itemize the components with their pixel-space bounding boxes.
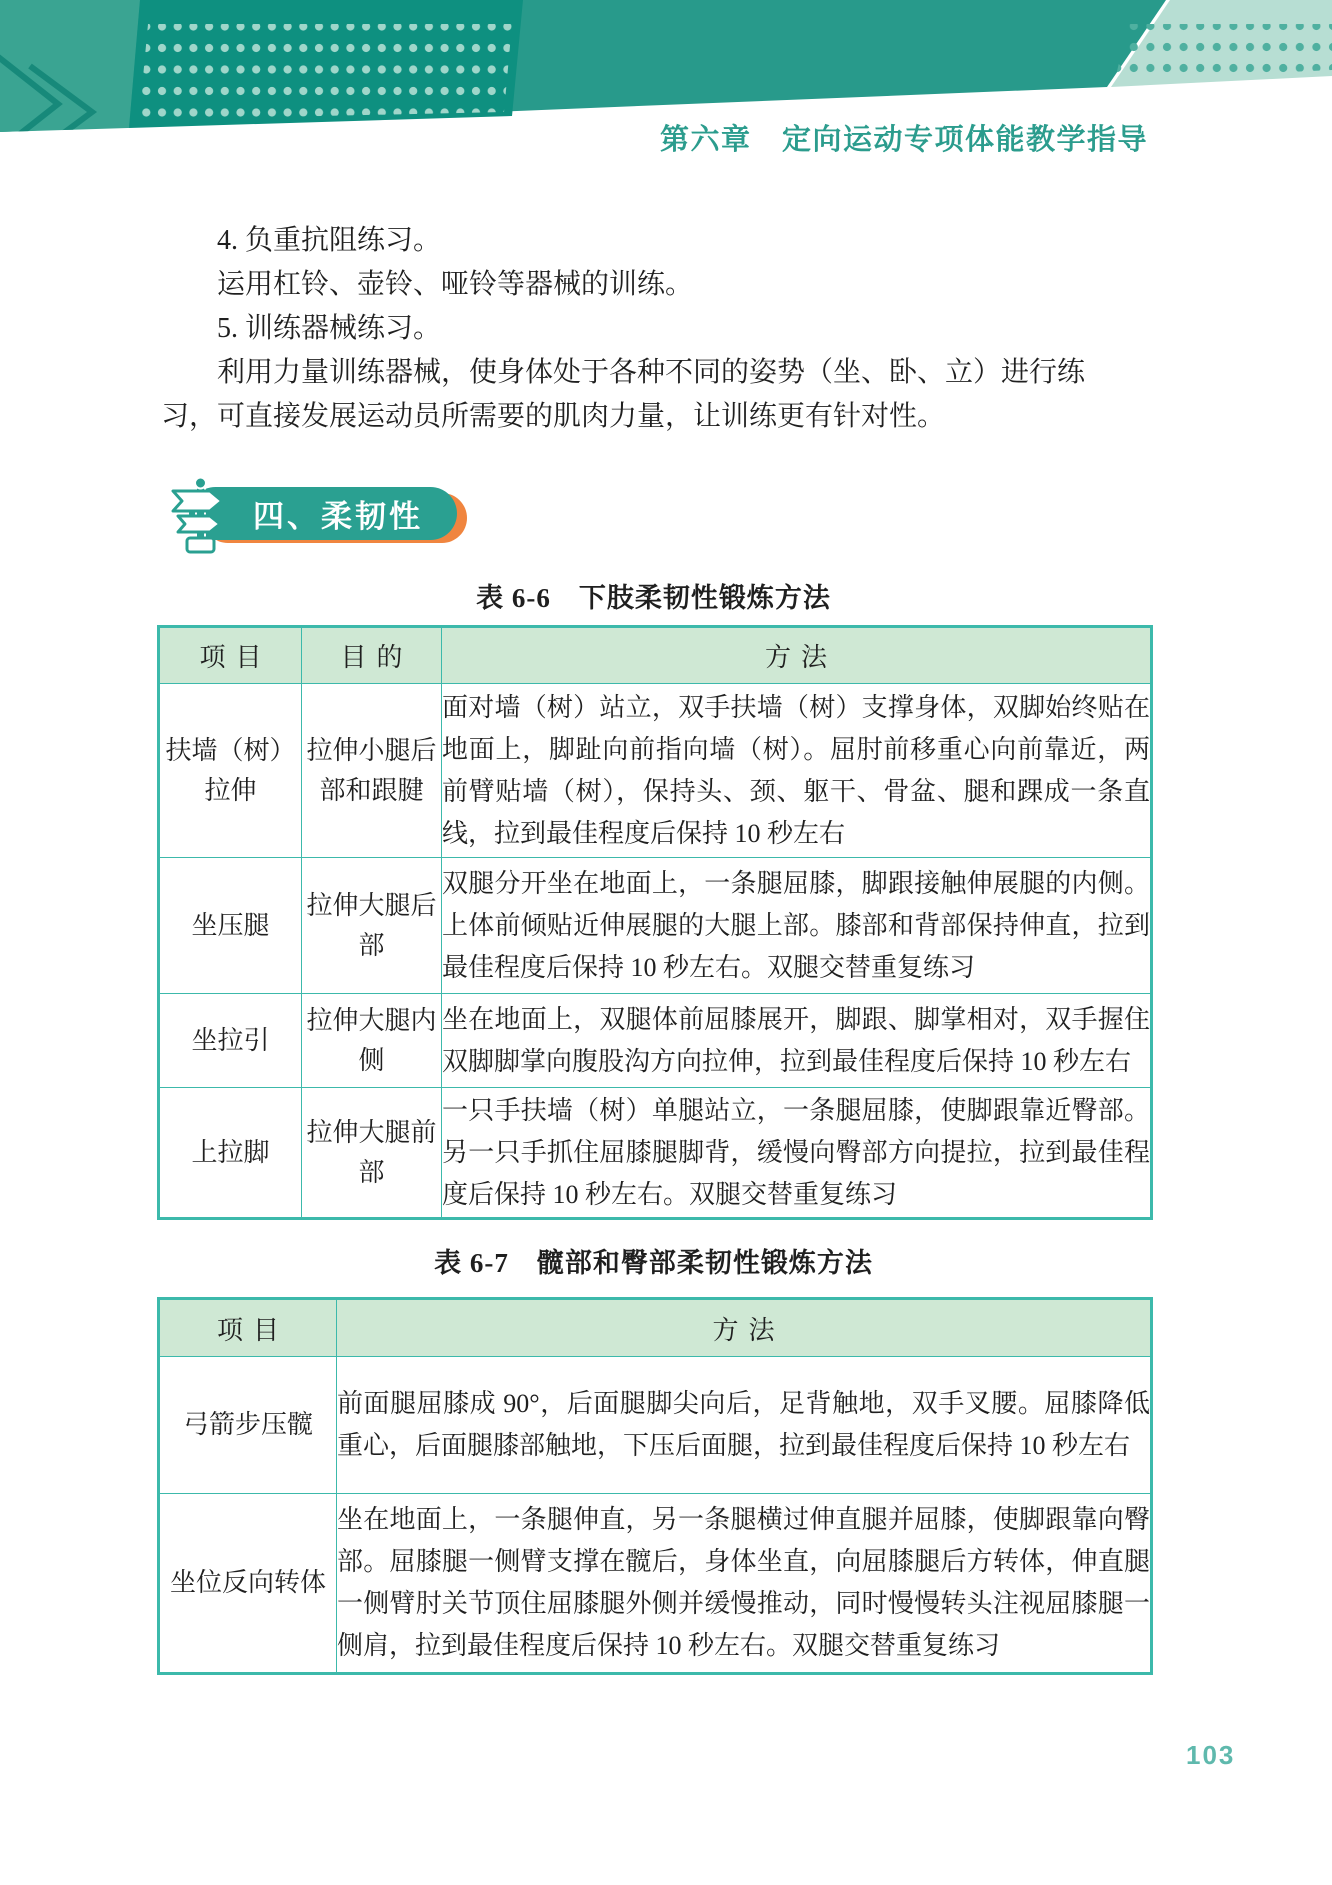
column-header-item: 项目: [159, 627, 302, 684]
chapter-title: 第六章 定向运动专项体能教学指导: [659, 124, 1148, 156]
column-header-method: 方法: [442, 627, 1152, 684]
cell-item: 弓箭步压髋: [159, 1357, 337, 1494]
cell-item: 坐位反向转体: [159, 1494, 337, 1674]
body-paragraphs: [161, 219, 1153, 439]
page-number: 103: [1186, 1740, 1236, 1770]
cell-method: 前面腿屈膝成 90°，后面腿脚尖向后，足背触地，双手叉腰。屈膝降低重心，后面腿膝部触地，下压后面腿，拉到最佳程度后保持 10 秒左右: [337, 1357, 1152, 1494]
paragraph-line: 习，可直接发展运动员所需要的肌肉力量，让训练更有针对性。: [161, 401, 946, 432]
table-hip-glute-flexibility: [157, 1297, 1153, 1675]
paragraph-line: 运用杠铃、壶铃、哑铃等器械的训练。: [217, 269, 694, 300]
column-header-method: 方法: [337, 1299, 1152, 1357]
signpost-icon: [163, 478, 235, 554]
table66-title: 表 6-6 下肢柔韧性锻炼方法: [476, 583, 831, 613]
table-row: [159, 1357, 1152, 1494]
table-row: [159, 858, 1152, 994]
section-title: 四、柔韧性: [253, 499, 423, 534]
paragraph-line: 利用力量训练器械，使身体处于各种不同的姿势（坐、卧、立）进行练: [217, 357, 1086, 388]
table-row: [159, 1494, 1152, 1674]
cell-method: 面对墙（树）站立，双手扶墙（树）支撑身体，双脚始终贴在地面上，脚趾向前指向墙（树）。屈肘前移重心向前靠近，两前臂贴墙（树），保持头、颈、躯干、骨盆、腿和踝成一条直线，拉到最佳程度后保持 10 秒左右: [442, 684, 1152, 858]
table67-title: 表 6-7 髋部和臀部柔韧性锻炼方法: [434, 1248, 873, 1278]
cell-purpose: 拉伸大腿后部: [302, 858, 442, 994]
column-header-purpose: 目的: [302, 627, 442, 684]
paragraph-line: 4. 负重抗阻练习。: [217, 225, 442, 256]
column-header-item: 项目: [159, 1299, 337, 1357]
section-banner: [163, 476, 493, 558]
cell-item: 扶墙（树）拉伸: [159, 684, 302, 858]
table-row: [159, 684, 1152, 858]
cell-purpose: 拉伸大腿内侧: [302, 994, 442, 1088]
table-row: [159, 994, 1152, 1088]
cell-method: 双腿分开坐在地面上，一条腿屈膝，脚跟接触伸展腿的内侧。上体前倾贴近伸展腿的大腿上部。膝部和背部保持伸直，拉到最佳程度后保持 10 秒左右。双腿交替重复练习: [442, 858, 1152, 994]
cell-purpose: 拉伸大腿前部: [302, 1088, 442, 1219]
cell-purpose: 拉伸小腿后部和跟腱: [302, 684, 442, 858]
table-header-row: [159, 627, 1152, 684]
cell-method: 一只手扶墙（树）单腿站立，一条腿屈膝，使脚跟靠近臀部。另一只手抓住屈膝腿脚背，缓慢向臀部方向提拉，拉到最佳程度后保持 10 秒左右。双腿交替重复练习: [442, 1088, 1152, 1219]
cell-item: 坐拉引: [159, 994, 302, 1088]
paragraph-line: 5. 训练器械练习。: [217, 313, 442, 344]
table-row: [159, 1088, 1152, 1219]
header-left-band: [0, 0, 140, 132]
cell-item: 坐压腿: [159, 858, 302, 994]
cell-method: 坐在地面上，双腿体前屈膝展开，脚跟、脚掌相对，双手握住双脚脚掌向腹股沟方向拉伸，拉到最佳程度后保持 10 秒左右: [442, 994, 1152, 1088]
table-lower-limb-flexibility: [157, 625, 1153, 1220]
table-header-row: [159, 1299, 1152, 1357]
cell-method: 坐在地面上，一条腿伸直，另一条腿横过伸直腿并屈膝，使脚跟靠向臀部。屈膝腿一侧臂支撑在髋后，身体坐直，向屈膝腿后方转体，伸直腿一侧臂肘关节顶住屈膝腿外侧并缓慢推动，同时慢慢转头注视屈膝腿一侧肩，拉到最佳程度后保持 10 秒左右。双腿交替重复练习: [337, 1494, 1152, 1674]
cell-item: 上拉脚: [159, 1088, 302, 1219]
